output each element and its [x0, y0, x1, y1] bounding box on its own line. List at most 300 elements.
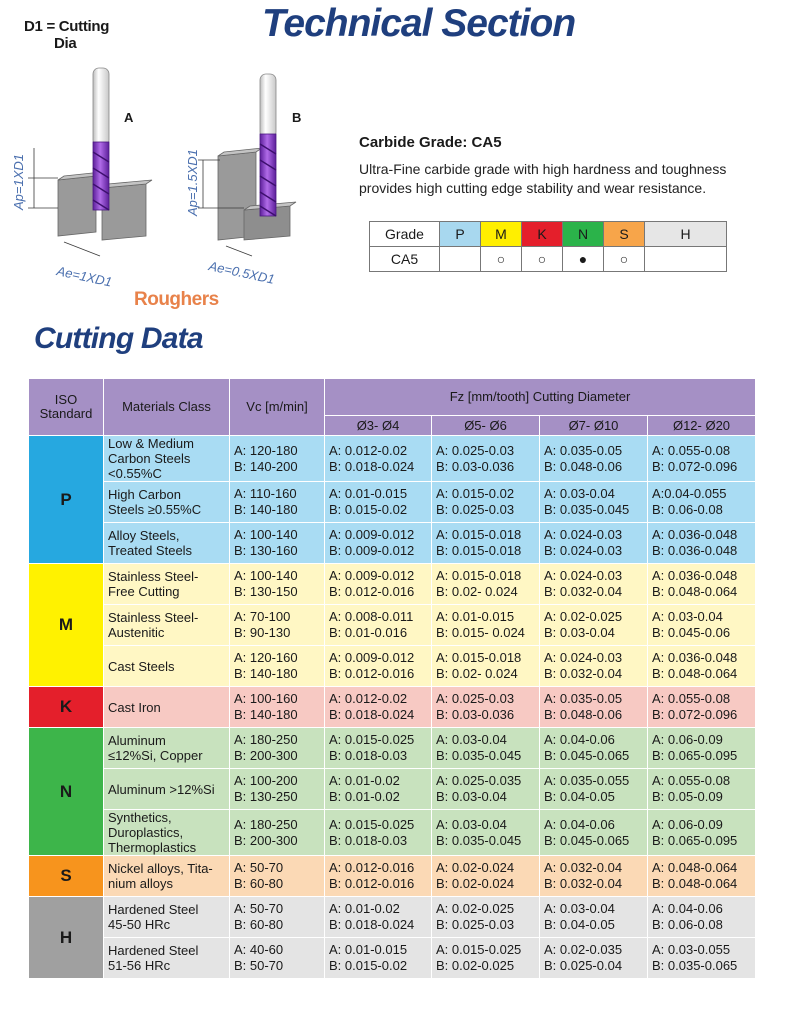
fz-value: A: 0.009-0.012 — [329, 650, 415, 665]
table-row — [29, 897, 756, 938]
fz-value: A: 0.02-0.025 — [544, 609, 623, 624]
material-line: Alloy Steels, — [108, 528, 180, 543]
vc-value: B: 50-70 — [234, 958, 284, 973]
fz-value: A: 0.015-0.025 — [329, 732, 415, 747]
fz-value: B: 0.03-0.04 — [436, 789, 507, 804]
fz-value: B: 0.035-0.045 — [436, 748, 522, 763]
tool-a — [11, 68, 152, 290]
material-line: nium alloys — [108, 876, 174, 891]
fz-cell — [648, 938, 756, 979]
fz-cell — [432, 436, 540, 482]
fz-value: B: 0.065-0.095 — [652, 832, 738, 848]
fz-value: B: 0.025-0.03 — [436, 917, 515, 932]
tool-a-ap-label: Ap=1XD1 — [11, 153, 26, 210]
fz-value: B: 0.018-0.024 — [329, 458, 415, 474]
material-line: Synthetics, — [108, 810, 172, 825]
grade-mark-n: ● — [563, 247, 604, 272]
material-line: Treated Steels — [108, 543, 193, 558]
fz-value: A: 0.009-0.012 — [329, 568, 415, 583]
vc-value: A: 180-250 — [234, 816, 298, 832]
grade-ca5-row — [370, 247, 727, 272]
material-line: <0.55%C — [108, 466, 162, 481]
fz-cell — [325, 938, 432, 979]
vc-value: A: 180-250 — [234, 732, 298, 747]
material-line: 45-50 HRc — [108, 917, 171, 932]
fz-cell — [432, 810, 540, 856]
vc-cell — [230, 523, 325, 564]
fz-value: A: 0.035-0.055 — [544, 773, 630, 788]
table-row — [29, 605, 756, 646]
fz-cell — [325, 605, 432, 646]
material-cell — [104, 523, 230, 564]
vc-cell — [230, 728, 325, 769]
fz-cell — [648, 856, 756, 897]
vc-value: B: 140-200 — [234, 458, 298, 474]
vc-value: A: 70-100 — [234, 609, 291, 624]
vc-value: A: 100-160 — [234, 691, 298, 706]
fz-value: A:0.04-0.055 — [652, 486, 727, 501]
vc-cell — [230, 810, 325, 856]
fz-value: B: 0.032-0.04 — [544, 666, 623, 681]
material-cell — [104, 646, 230, 687]
iso-cell-s: S — [29, 856, 104, 897]
fz-cell — [648, 605, 756, 646]
fz-value: B: 0.035-0.065 — [652, 958, 738, 973]
material-line: Low & Medium — [108, 436, 194, 451]
vc-value: B: 130-250 — [234, 789, 298, 804]
vc-header-line2: [m/min] — [265, 399, 308, 414]
fz-value: B: 0.018-0.03 — [329, 748, 408, 763]
fz-cell — [432, 564, 540, 605]
table-row — [29, 856, 756, 897]
d1-note-line2: Dia — [54, 35, 77, 52]
vc-value: B: 60-80 — [234, 917, 284, 932]
fz-cell — [325, 523, 432, 564]
material-cell — [104, 769, 230, 810]
fz-value: B: 0.025-0.03 — [436, 502, 515, 517]
fz-value: A: 0.02-0.025 — [436, 901, 515, 916]
vc-value: A: 100-140 — [234, 527, 298, 542]
material-cell — [104, 564, 230, 605]
fz-cell — [648, 897, 756, 938]
fz-value: B: 0.018-0.024 — [329, 707, 415, 722]
fz-value: B: 0.036-0.048 — [652, 543, 738, 558]
d1-definition-note — [24, 18, 109, 52]
material-cell — [104, 436, 230, 482]
fz-value: B: 0.012-0.016 — [329, 666, 415, 681]
fz-value: B: 0.06-0.08 — [652, 502, 723, 517]
fz-cell — [648, 436, 756, 482]
fz-cell — [325, 897, 432, 938]
fz-value: A: 0.032-0.04 — [544, 860, 623, 875]
fz-value: B: 0.045-0.065 — [544, 748, 630, 763]
grade-header-label: Grade — [370, 222, 440, 247]
fz-value: A: 0.025-0.035 — [436, 773, 522, 788]
fz-value: B: 0.072-0.096 — [652, 458, 738, 474]
material-line: Free Cutting — [108, 584, 180, 599]
fz-value: A: 0.01-0.02 — [329, 901, 400, 916]
fz-cell — [540, 728, 648, 769]
fz-value: B: 0.03-0.036 — [436, 707, 515, 722]
block-a-left — [58, 176, 96, 236]
fz-value: A: 0.03-0.04 — [652, 609, 723, 624]
fz-value: B: 0.045-0.06 — [652, 625, 731, 640]
fz-value: A: 0.04-0.06 — [652, 901, 723, 916]
fz-value: B: 0.012-0.016 — [329, 584, 415, 599]
fz-cell — [432, 482, 540, 523]
fz-value: B: 0.04-0.05 — [544, 917, 615, 932]
fz-value: B: 0.018-0.03 — [329, 832, 408, 848]
fz-value: A: 0.02-0.035 — [544, 942, 623, 957]
vc-value: B: 130-160 — [234, 543, 298, 558]
fz-value: B: 0.048-0.064 — [652, 584, 738, 599]
fz-value: A: 0.025-0.03 — [436, 442, 515, 458]
fz-value: A: 0.03-0.055 — [652, 942, 731, 957]
fz-value: A: 0.008-0.011 — [329, 609, 414, 624]
fz-value: A: 0.055-0.08 — [652, 442, 731, 458]
vc-value: B: 200-300 — [234, 832, 298, 848]
fz-value: A: 0.04-0.06 — [544, 732, 615, 747]
iso-cell-m: M — [29, 564, 104, 687]
vc-value: B: 140-180 — [234, 707, 298, 722]
grade-col-h: H — [645, 222, 727, 247]
table-row — [29, 810, 756, 856]
fz-value: A: 0.036-0.048 — [652, 568, 738, 583]
material-line: Stainless Steel- — [108, 569, 199, 584]
fz-cell — [648, 482, 756, 523]
fz-value: A: 0.01-0.015 — [436, 609, 515, 624]
vc-cell — [230, 687, 325, 728]
vc-value: A: 120-160 — [234, 650, 298, 665]
tool-b-label: B — [292, 110, 302, 125]
fz-cell — [540, 605, 648, 646]
grade-table — [369, 221, 727, 272]
fz-value: A: 0.015-0.02 — [436, 486, 515, 501]
fz-value: B: 0.01-0.016 — [329, 625, 408, 640]
fz-value: B: 0.032-0.04 — [544, 584, 623, 599]
fz-value: A: 0.015-0.025 — [436, 942, 522, 957]
fz-cell — [540, 938, 648, 979]
fz-value: B: 0.02- 0.024 — [436, 584, 518, 599]
iso-cell-h: H — [29, 897, 104, 979]
material-line: Carbon Steels — [108, 451, 191, 466]
cutting-data-title: Cutting Data — [34, 322, 203, 355]
fz-value: B: 0.035-0.045 — [544, 502, 630, 517]
fz-value: A: 0.024-0.03 — [544, 568, 623, 583]
d1-note-line1: D1 = Cutting — [24, 18, 110, 35]
vc-value: A: 120-180 — [234, 442, 298, 458]
material-line: Hardened Steel — [108, 902, 199, 917]
fz-value: B: 0.02-0.025 — [436, 958, 515, 973]
fz-value: B: 0.065-0.095 — [652, 748, 738, 763]
fz-value: B: 0.009-0.012 — [329, 543, 415, 558]
fz-value: A: 0.02-0.024 — [436, 860, 515, 875]
fz-cell — [432, 938, 540, 979]
vc-cell — [230, 482, 325, 523]
material-line: Aluminum — [108, 733, 166, 748]
fz-value: A: 0.055-0.08 — [652, 773, 731, 788]
fz-value: A: 0.012-0.02 — [329, 442, 408, 458]
vc-value: B: 140-180 — [234, 502, 298, 517]
material-cell — [104, 810, 230, 856]
vc-header — [230, 379, 325, 436]
fz-cell — [648, 728, 756, 769]
vc-cell — [230, 769, 325, 810]
fz-cell — [325, 687, 432, 728]
vc-cell — [230, 897, 325, 938]
fz-value: B: 0.02-0.024 — [436, 876, 515, 891]
material-line: ≤12%Si, Copper — [108, 748, 203, 763]
tool-b-ae-label: Ae=0.5XD1 — [207, 258, 276, 287]
fz-value: A: 0.024-0.03 — [544, 650, 623, 665]
diameter-header-5-6: Ø5- Ø6 — [432, 416, 540, 436]
fz-value: A: 0.03-0.04 — [436, 732, 507, 747]
table-row — [29, 646, 756, 687]
fz-value: A: 0.03-0.04 — [544, 901, 615, 916]
fz-value: B: 0.045-0.065 — [544, 832, 630, 848]
fz-value: A: 0.01-0.02 — [329, 773, 400, 788]
diameter-header-7-10: Ø7- Ø10 — [540, 416, 648, 436]
vc-value: A: 100-200 — [234, 773, 298, 788]
material-line: Cast Iron — [108, 699, 161, 715]
fz-value: B: 0.072-0.096 — [652, 707, 738, 722]
fz-value: A: 0.012-0.016 — [329, 860, 415, 875]
fz-value: B: 0.01-0.02 — [329, 789, 400, 804]
tool-b-ap-label: Ap=1.5XD1 — [185, 149, 200, 216]
fz-value: B: 0.015-0.018 — [436, 543, 522, 558]
table-row — [29, 769, 756, 810]
material-line: Austenitic — [108, 625, 165, 640]
fz-cell — [540, 687, 648, 728]
fz-value: B: 0.03-0.036 — [436, 458, 515, 474]
fz-cell — [325, 436, 432, 482]
fz-cell — [648, 810, 756, 856]
fz-value: A: 0.06-0.09 — [652, 732, 723, 747]
material-cell — [104, 482, 230, 523]
grade-mark-s: ○ — [604, 247, 645, 272]
fz-cell — [432, 687, 540, 728]
material-line: Aluminum >12%Si — [108, 781, 215, 797]
table-row — [29, 482, 756, 523]
material-cell — [104, 938, 230, 979]
fz-value: A: 0.015-0.025 — [329, 816, 415, 832]
diameter-header-3-4: Ø3- Ø4 — [325, 416, 432, 436]
material-cell — [104, 897, 230, 938]
fz-cell — [432, 523, 540, 564]
table-row — [29, 564, 756, 605]
fz-cell — [648, 687, 756, 728]
vc-value: A: 50-70 — [234, 860, 284, 875]
material-line: Nickel alloys, Tita- — [108, 861, 213, 876]
table-row — [29, 687, 756, 728]
vc-cell — [230, 646, 325, 687]
material-line: Thermoplastics — [108, 840, 197, 855]
material-line: Cast Steels — [108, 658, 175, 674]
vc-cell — [230, 564, 325, 605]
grade-mark-k: ○ — [522, 247, 563, 272]
grade-title: Carbide Grade: CA5 — [359, 134, 502, 151]
vc-header-line1: Vc — [246, 399, 262, 414]
fz-cell — [648, 523, 756, 564]
grade-row-label: CA5 — [370, 247, 440, 272]
fz-value: B: 0.015-0.02 — [329, 958, 408, 973]
fz-cell — [648, 564, 756, 605]
fz-cell — [540, 856, 648, 897]
cutting-data-body — [29, 436, 756, 979]
fz-cell — [432, 856, 540, 897]
fz-header-line2: Cutting Diameter — [532, 389, 631, 404]
page-title: Technical Section — [262, 2, 576, 45]
fz-cell — [540, 436, 648, 482]
fz-value: B: 0.048-0.06 — [544, 707, 623, 722]
vc-value: A: 100-140 — [234, 568, 298, 583]
fz-cell — [325, 564, 432, 605]
grade-mark-p — [440, 247, 481, 272]
fz-value: A: 0.015-0.018 — [436, 527, 522, 542]
tool-b-shank — [260, 74, 276, 138]
fz-value: A: 0.055-0.08 — [652, 691, 731, 706]
grade-mark-m: ○ — [481, 247, 522, 272]
vc-value: B: 60-80 — [234, 876, 284, 891]
fz-value: A: 0.01-0.015 — [329, 942, 408, 957]
grade-mark-h — [645, 247, 727, 272]
fz-value: B: 0.035-0.045 — [436, 832, 522, 848]
fz-cell — [540, 564, 648, 605]
fz-value: A: 0.015-0.018 — [436, 568, 522, 583]
fz-value: A: 0.06-0.09 — [652, 816, 723, 832]
grade-col-k: K — [522, 222, 563, 247]
fz-value: B: 0.015-0.02 — [329, 502, 408, 517]
fz-cell — [540, 523, 648, 564]
material-line: Hardened Steel — [108, 943, 199, 958]
grade-col-n: N — [563, 222, 604, 247]
fz-value: A: 0.015-0.018 — [436, 650, 522, 665]
fz-value: B: 0.048-0.064 — [652, 666, 738, 681]
vc-cell — [230, 436, 325, 482]
iso-cell-n: N — [29, 728, 104, 856]
material-line: High Carbon — [108, 487, 181, 502]
fz-value: B: 0.024-0.03 — [544, 543, 623, 558]
vc-value: B: 140-180 — [234, 666, 298, 681]
materials-class-header: Materials Class — [104, 379, 230, 436]
fz-value: B: 0.018-0.024 — [329, 917, 415, 932]
fz-cell — [432, 897, 540, 938]
fz-value: B: 0.06-0.08 — [652, 917, 723, 932]
fz-value: A: 0.03-0.04 — [544, 486, 615, 501]
tool-a-ae-label: Ae=1XD1 — [55, 263, 114, 290]
iso-cell-k: K — [29, 687, 104, 728]
fz-cell — [540, 482, 648, 523]
fz-value: A: 0.024-0.03 — [544, 527, 623, 542]
fz-cell — [325, 646, 432, 687]
fz-value: B: 0.032-0.04 — [544, 876, 623, 891]
fz-cell — [540, 769, 648, 810]
fz-value: A: 0.03-0.04 — [436, 816, 507, 832]
vc-value: B: 130-150 — [234, 584, 298, 599]
fz-value: B: 0.048-0.064 — [652, 876, 738, 891]
fz-header-line1: Fz [mm/tooth] — [449, 389, 530, 404]
material-line: Stainless Steel- — [108, 610, 199, 625]
tool-a-label: A — [124, 110, 134, 125]
fz-value: A: 0.01-0.015 — [329, 486, 408, 501]
fz-cell — [648, 646, 756, 687]
fz-value: A: 0.048-0.064 — [652, 860, 738, 875]
grade-col-p: P — [440, 222, 481, 247]
fz-value: A: 0.025-0.03 — [436, 691, 515, 706]
fz-value: B: 0.012-0.016 — [329, 876, 415, 891]
vc-value: A: 50-70 — [234, 901, 284, 916]
vc-value: A: 40-60 — [234, 942, 284, 957]
roughers-illustration — [0, 60, 340, 320]
fz-value: A: 0.036-0.048 — [652, 650, 738, 665]
fz-cell — [325, 769, 432, 810]
fz-value: A: 0.012-0.02 — [329, 691, 408, 706]
fz-cell — [540, 897, 648, 938]
vc-cell — [230, 856, 325, 897]
grade-col-m: M — [481, 222, 522, 247]
material-line: Steels ≥0.55%C — [108, 502, 202, 517]
vc-value: B: 200-300 — [234, 748, 298, 763]
fz-value: B: 0.04-0.05 — [544, 789, 615, 804]
fz-cell — [432, 605, 540, 646]
diameter-header-12-20: Ø12- Ø20 — [648, 416, 756, 436]
material-cell — [104, 728, 230, 769]
cutting-data-table — [28, 378, 756, 979]
table-row — [29, 728, 756, 769]
fz-value: B: 0.025-0.04 — [544, 958, 623, 973]
material-cell — [104, 687, 230, 728]
fz-header — [325, 379, 756, 416]
fz-cell — [540, 646, 648, 687]
grade-col-s: S — [604, 222, 645, 247]
fz-cell — [540, 810, 648, 856]
iso-cell-p: P — [29, 436, 104, 564]
fz-value: B: 0.02- 0.024 — [436, 666, 518, 681]
iso-standard-header: ISO Standard — [29, 379, 104, 436]
vc-value: B: 90-130 — [234, 625, 291, 640]
material-line: Duroplastics, — [108, 825, 184, 840]
material-cell — [104, 856, 230, 897]
fz-cell — [325, 728, 432, 769]
fz-cell — [432, 646, 540, 687]
fz-value: B: 0.015- 0.024 — [436, 625, 525, 640]
material-line: 51-56 HRc — [108, 958, 171, 973]
vc-cell — [230, 605, 325, 646]
fz-cell — [325, 856, 432, 897]
fz-cell — [325, 810, 432, 856]
fz-value: B: 0.03-0.04 — [544, 625, 615, 640]
tool-a-shank — [93, 68, 109, 146]
vc-cell — [230, 938, 325, 979]
table-row — [29, 523, 756, 564]
fz-value: A: 0.035-0.05 — [544, 691, 623, 706]
vc-value: A: 110-160 — [234, 486, 297, 501]
roughers-caption: Roughers — [134, 289, 219, 310]
grade-header-row — [370, 222, 727, 247]
fz-cell — [648, 769, 756, 810]
table-row — [29, 436, 756, 482]
fz-value: A: 0.035-0.05 — [544, 442, 623, 458]
fz-value: A: 0.04-0.06 — [544, 816, 615, 832]
cutting-header-row — [29, 379, 756, 416]
material-cell — [104, 605, 230, 646]
fz-cell — [325, 482, 432, 523]
table-row — [29, 938, 756, 979]
fz-value: A: 0.036-0.048 — [652, 527, 738, 542]
fz-value: B: 0.048-0.06 — [544, 458, 623, 474]
grade-description: Ultra-Fine carbide grade with high hardness and toughness provides high cutting edge stability and wear resistance. — [359, 161, 727, 196]
tool-b — [185, 74, 301, 287]
